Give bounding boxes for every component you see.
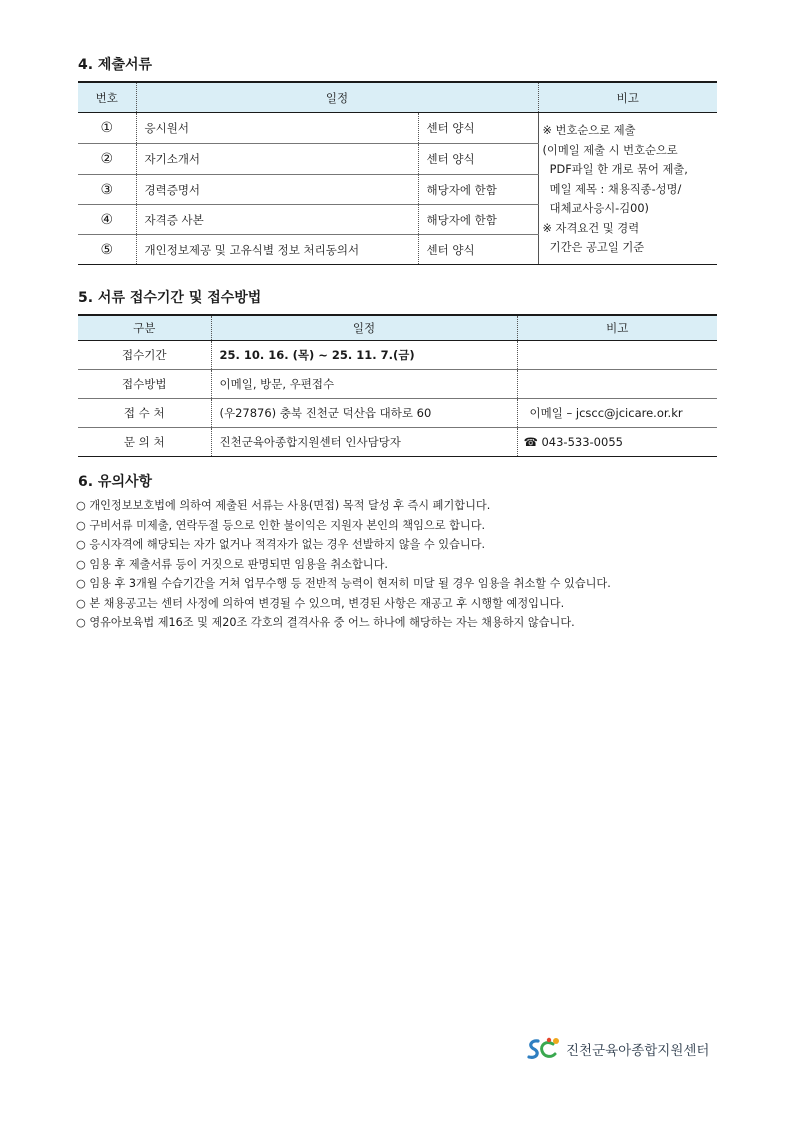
list-item: ○ 임용 후 제출서류 등이 거짓으로 판명되면 임용을 취소합니다. [76, 557, 388, 571]
phone-contact: ☎ 043-533-0055 [517, 428, 717, 457]
note-line: 대체교사응시-김00) [542, 202, 649, 215]
header-remarks: 비고 [538, 82, 717, 113]
note-line: (이메일 제출 시 번호순으로 [542, 143, 678, 157]
footer-brand [526, 1036, 709, 1062]
contact-person: 진천군육아종합지원센터 인사담당자 [211, 428, 517, 457]
row-note [517, 341, 717, 370]
table-row [78, 370, 717, 399]
document-name: 경력증명서 [136, 175, 418, 205]
document-form: 해당자에 한함 [418, 175, 538, 205]
header-no: 번호 [78, 82, 136, 113]
table-header-row [78, 82, 717, 113]
document-form: 센터 양식 [418, 113, 538, 144]
row-label: 접수방법 [78, 370, 211, 399]
row-number: ② [78, 144, 136, 175]
note-line: 기간은 공고일 기준 [542, 241, 645, 254]
table-row [78, 428, 717, 457]
list-item: ○ 개인정보보호법에 의하여 제출된 서류는 사용(면접) 목적 달성 후 즉시 폐기합니다. [76, 499, 491, 512]
section4-title: 4. 제출서류 [78, 57, 153, 73]
documents-table [78, 81, 717, 265]
table-row [78, 341, 717, 370]
document-name: 응시원서 [136, 113, 418, 144]
row-label: 접 수 처 [78, 399, 211, 428]
list-item: ○ 본 채용공고는 센터 사정에 의하여 변경될 수 있으며, 변경된 사항은 재공고 후 시행할 예정입니다. [76, 596, 565, 610]
header-remarks: 비고 [517, 315, 717, 341]
email-contact[interactable]: 이메일 – jcscc@jcicare.or.kr [517, 399, 717, 428]
footer-org-name: 진천군육아종합지원센터 [566, 1043, 710, 1059]
application-period: 25. 10. 16. (목) ~ 25. 11. 7.(금) [211, 341, 517, 370]
row-number: ④ [78, 205, 136, 235]
table-row [78, 399, 717, 428]
header-category: 구분 [78, 315, 211, 341]
row-label: 접수기간 [78, 341, 211, 370]
row-number: ③ [78, 175, 136, 205]
application-table [78, 314, 717, 457]
submission-note [538, 113, 717, 265]
application-method: 이메일, 방문, 우편접수 [211, 370, 517, 399]
center-logo-icon [526, 1036, 560, 1062]
list-item: ○ 응시자격에 해당되는 자가 없거나 적격자가 없는 경우 선발하지 않을 수 있습니다. [76, 538, 486, 551]
note-line: ※ 번호순으로 제출 [542, 124, 636, 137]
row-number: ⑤ [78, 235, 136, 265]
document-form: 해당자에 한함 [418, 205, 538, 235]
section5-title: 5. 서류 접수기간 및 접수방법 [78, 290, 262, 306]
list-item: ○ 영유아보육법 제16조 및 제20조 각호의 결격사유 중 어느 하나에 해당하는 자는 채용하지 않습니다. [76, 616, 575, 629]
note-line: 메일 제목 : 채용직종-성명/ [542, 182, 682, 196]
note-line: ※ 자격요건 및 경력 [542, 221, 640, 235]
document-name: 개인정보제공 및 고유식별 정보 처리동의서 [136, 235, 418, 265]
list-item: ○ 구비서류 미제출, 연락두절 등으로 인한 불이익은 지원자 본인의 책임으로 합니다. [76, 518, 486, 532]
note-line: PDF파일 한 개로 묶어 제출, [542, 163, 688, 176]
header-schedule: 일정 [136, 82, 538, 113]
table-header-row [78, 315, 717, 341]
section6-title: 6. 유의사항 [78, 474, 153, 490]
row-note [517, 370, 717, 399]
document-name: 자기소개서 [136, 144, 418, 175]
row-label: 문 의 처 [78, 428, 211, 457]
table-row [78, 113, 717, 144]
precautions-list [76, 496, 611, 633]
document-form: 센터 양식 [418, 144, 538, 175]
list-item: ○ 임용 후 3개월 수습기간을 거쳐 업무수행 등 전반적 능력이 현저히 미달 될 경우 임용을 취소할 수 있습니다. [76, 577, 611, 590]
document-form: 센터 양식 [418, 235, 538, 265]
document-name: 자격증 사본 [136, 205, 418, 235]
row-number: ① [78, 113, 136, 144]
header-schedule: 일정 [211, 315, 517, 341]
application-address: (우27876) 충북 진천군 덕산읍 대하로 60 [211, 399, 517, 428]
